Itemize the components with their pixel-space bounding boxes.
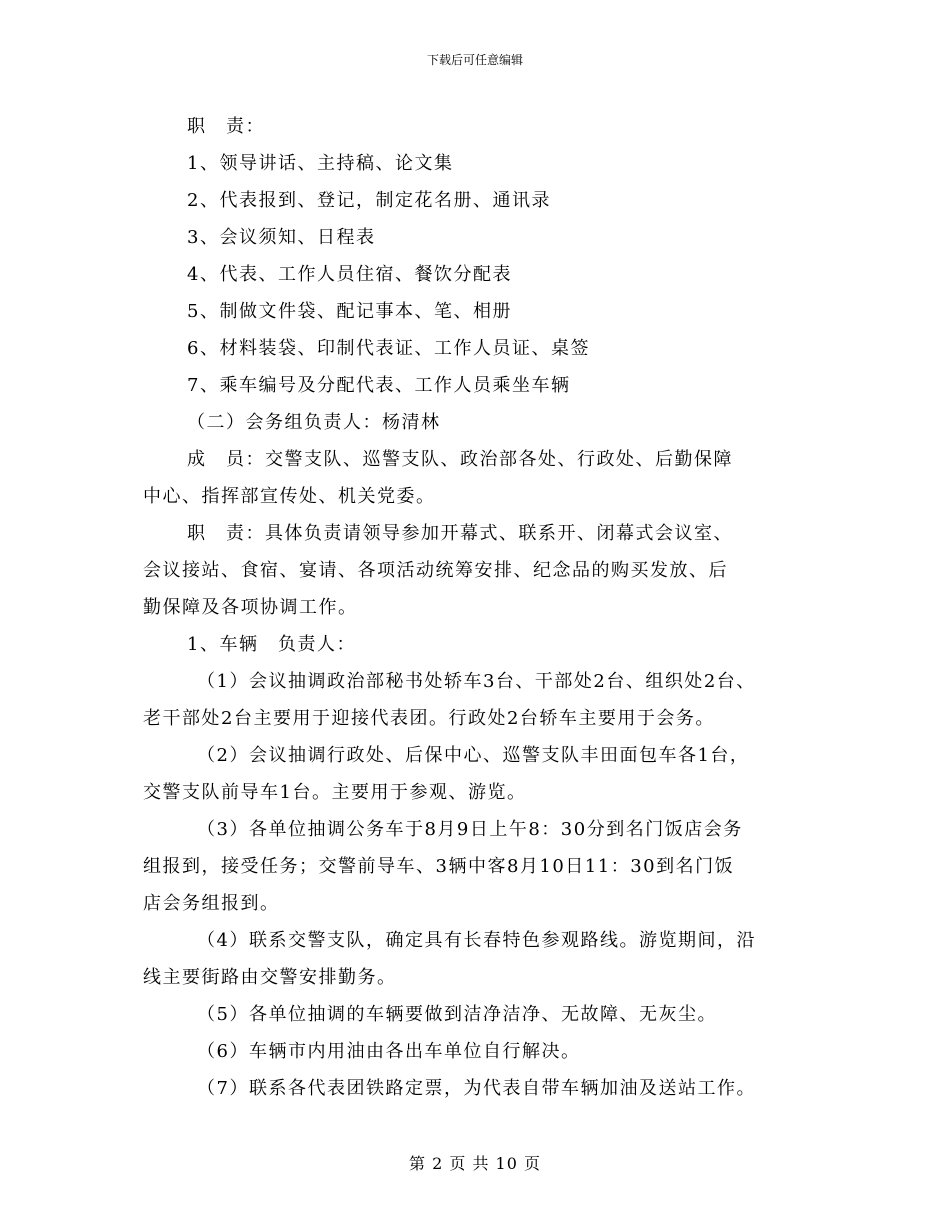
paragraph-line: 线主要街路由交警安排勤务。: [143, 967, 397, 988]
paragraph-line: 老干部处2台主要用于迎接代表团。行政处2台轿车主要用于会务。: [143, 708, 715, 729]
paragraph-line: 成 员：交警支队、巡警支队、政治部各处、行政处、后勤保障: [187, 449, 733, 470]
paragraph-line: 职 责：: [187, 116, 265, 137]
paragraph-line: 3、会议须知、日程表: [187, 227, 376, 248]
paragraph-line: 勤保障及各项协调工作。: [143, 597, 358, 618]
paragraph-line: （4）联系交警支队，确定具有长春特色参观路线。游览期间，沿: [197, 930, 756, 951]
paragraph-line: （6）车辆市内用油由各出车单位自行解决。: [197, 1041, 581, 1062]
paragraph-line: 组报到，接受任务；交警前导车、3辆中客8月10日11：30到名门饭: [143, 856, 735, 877]
paragraph-line: 职 责：具体负责请领导参加开幕式、联系开、闭幕式会议室、: [187, 523, 733, 544]
page-header: 下载后可任意编辑: [426, 53, 523, 67]
page-number: 第 2 页 共 10 页: [409, 1154, 541, 1173]
paragraph-line: 店会务组报到。: [143, 893, 280, 914]
paragraph-line: 交警支队前导车1台。主要用于参观、游览。: [143, 782, 527, 803]
paragraph-line: 1、领导讲话、主持稿、论文集: [187, 153, 454, 174]
paragraph-line: 7、乘车编号及分配代表、工作人员乘坐车辆: [187, 375, 571, 396]
paragraph-line: （二）会务组负责人：杨清林: [187, 412, 441, 433]
paragraph-line: 1、车辆 负责人：: [187, 634, 356, 655]
paragraph-line: （3）各单位抽调公务车于8月9日上午8：30分到名门饭店会务: [197, 819, 743, 840]
paragraph-line: （1）会议抽调政治部秘书处轿车3台、干部处2台、组织处2台、: [197, 671, 756, 692]
paragraph-line: 中心、指挥部宣传处、机关党委。: [143, 486, 436, 507]
paragraph-line: （5）各单位抽调的车辆要做到洁净洁净、无故障、无灰尘。: [197, 1004, 717, 1025]
paragraph-line: 2、代表报到、登记，制定花名册、通讯录: [187, 190, 551, 211]
paragraph-line: （7）联系各代表团铁路定票，为代表自带车辆加油及送站工作。: [197, 1078, 756, 1099]
document-body: [143, 108, 815, 1107]
paragraph-line: （2）会议抽调行政处、后保中心、巡警支队丰田面包车各1台，: [197, 745, 750, 766]
paragraph-line: 4、代表、工作人员住宿、餐饮分配表: [187, 264, 512, 285]
paragraph-line: 会议接站、食宿、宴请、各项活动统筹安排、纪念品的购买发放、后: [143, 560, 728, 581]
paragraph-line: 6、材料装袋、印制代表证、工作人员证、桌签: [187, 338, 590, 359]
paragraph-line: 5、制做文件袋、配记事本、笔、相册: [187, 301, 512, 322]
